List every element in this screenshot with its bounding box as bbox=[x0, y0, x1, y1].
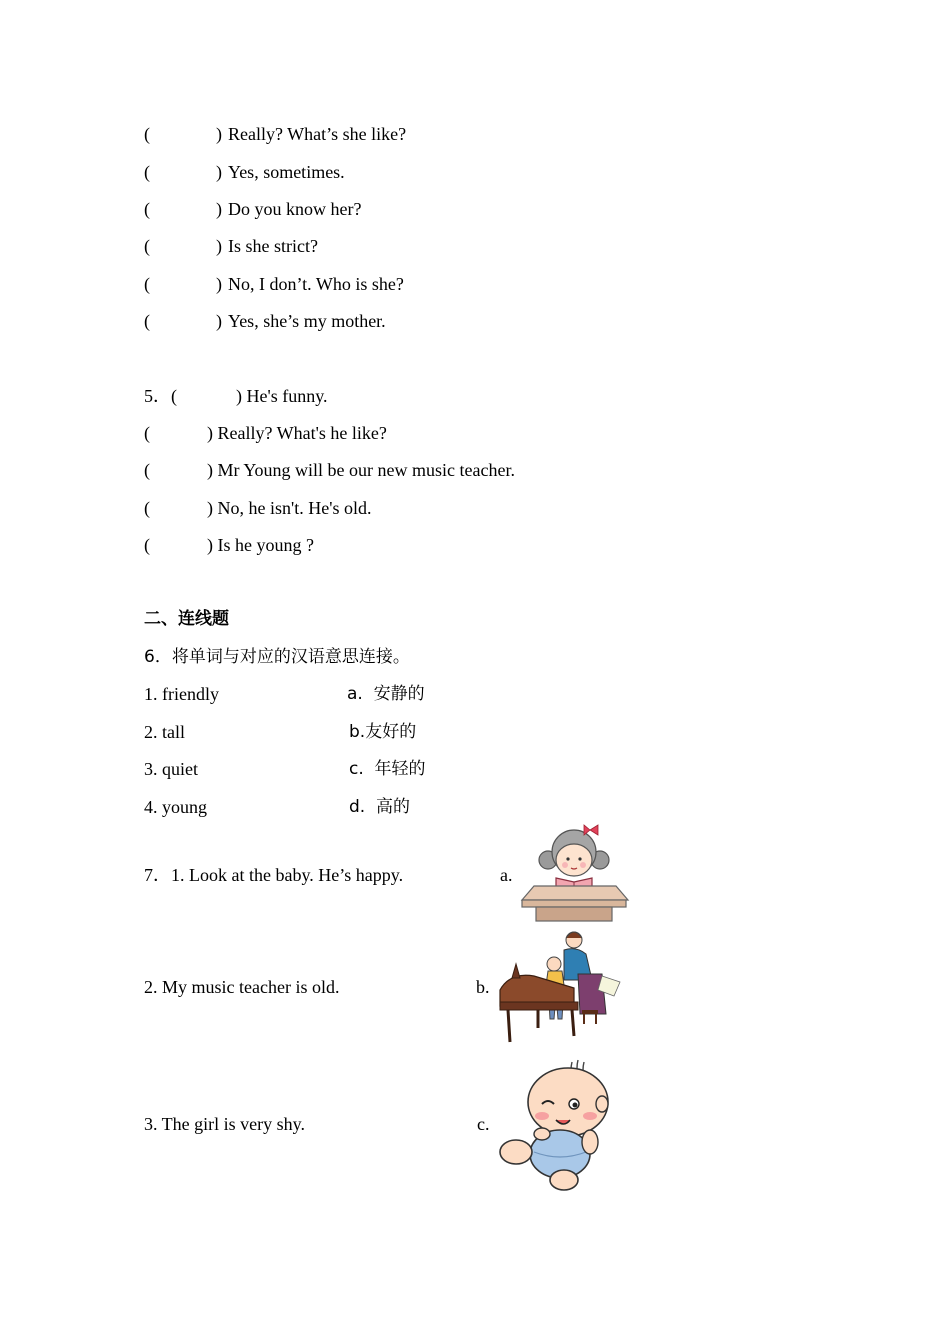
q6-meaning-b: b.友好的 bbox=[349, 722, 417, 742]
paren-close: ) bbox=[216, 124, 222, 144]
q7-letter-a: a. bbox=[500, 865, 513, 885]
paren-close: ) bbox=[216, 199, 222, 219]
paren-open: ( bbox=[144, 162, 150, 182]
q7-sentence-1: 7．1. Look at the baby. He’s happy. bbox=[144, 865, 404, 885]
dialogue-text: Is she strict? bbox=[228, 236, 318, 256]
dialogue-text: No, I don’t. Who is she? bbox=[228, 274, 404, 294]
paren-open: ( bbox=[144, 124, 150, 144]
paren-open: ( bbox=[144, 274, 150, 294]
dialogue-text: Do you know her? bbox=[228, 199, 362, 219]
girl-reading-picture bbox=[520, 822, 630, 926]
q6-prompt: 6．将单词与对应的汉语意思连接。 bbox=[144, 647, 410, 667]
paren-close: ) bbox=[216, 274, 222, 294]
q6-meaning-c: c. 年轻的 bbox=[349, 759, 426, 779]
paren-open: ( bbox=[144, 423, 150, 443]
q6-word-1: 1. friendly bbox=[144, 684, 219, 704]
paren-open: ( bbox=[144, 236, 150, 256]
dialogue-text: Really? What’s she like? bbox=[228, 124, 407, 144]
q7-letter-c: c. bbox=[477, 1114, 490, 1134]
q7-sentence-3: 3. The girl is very shy. bbox=[144, 1114, 305, 1134]
question-number: 5．( bbox=[144, 386, 177, 406]
happy-baby-picture bbox=[498, 1056, 616, 1194]
dialogue-text: Yes, she’s my mother. bbox=[228, 311, 386, 331]
paren-open: ( bbox=[144, 460, 150, 480]
paren-close: ) bbox=[216, 311, 222, 331]
paren-close: ) bbox=[216, 162, 222, 182]
dialogue-text: ) He's funny. bbox=[236, 386, 328, 406]
dialogue-text: Yes, sometimes. bbox=[228, 162, 345, 182]
q7-letter-b: b. bbox=[476, 977, 490, 997]
paren-open: ( bbox=[144, 535, 150, 555]
dialogue-text: ) Is he young ? bbox=[207, 535, 314, 555]
paren-open: ( bbox=[144, 498, 150, 518]
dialogue-text: ) No, he isn't. He's old. bbox=[207, 498, 372, 518]
paren-close: ) bbox=[216, 236, 222, 256]
q6-word-3: 3. quiet bbox=[144, 759, 198, 779]
q6-meaning-a: a. 安静的 bbox=[347, 684, 425, 704]
q6-word-4: 4. young bbox=[144, 797, 207, 817]
q7-sentence-2: 2. My music teacher is old. bbox=[144, 977, 340, 997]
paren-open: ( bbox=[144, 311, 150, 331]
piano-teacher-picture bbox=[498, 928, 626, 1046]
paren-open: ( bbox=[144, 199, 150, 219]
dialogue-text: ) Really? What's he like? bbox=[207, 423, 387, 443]
q6-meaning-d: d. 高的 bbox=[349, 797, 411, 817]
dialogue-text: ) Mr Young will be our new music teacher. bbox=[207, 460, 515, 480]
section-heading: 二、连线题 bbox=[144, 609, 229, 629]
q6-word-2: 2. tall bbox=[144, 722, 185, 742]
